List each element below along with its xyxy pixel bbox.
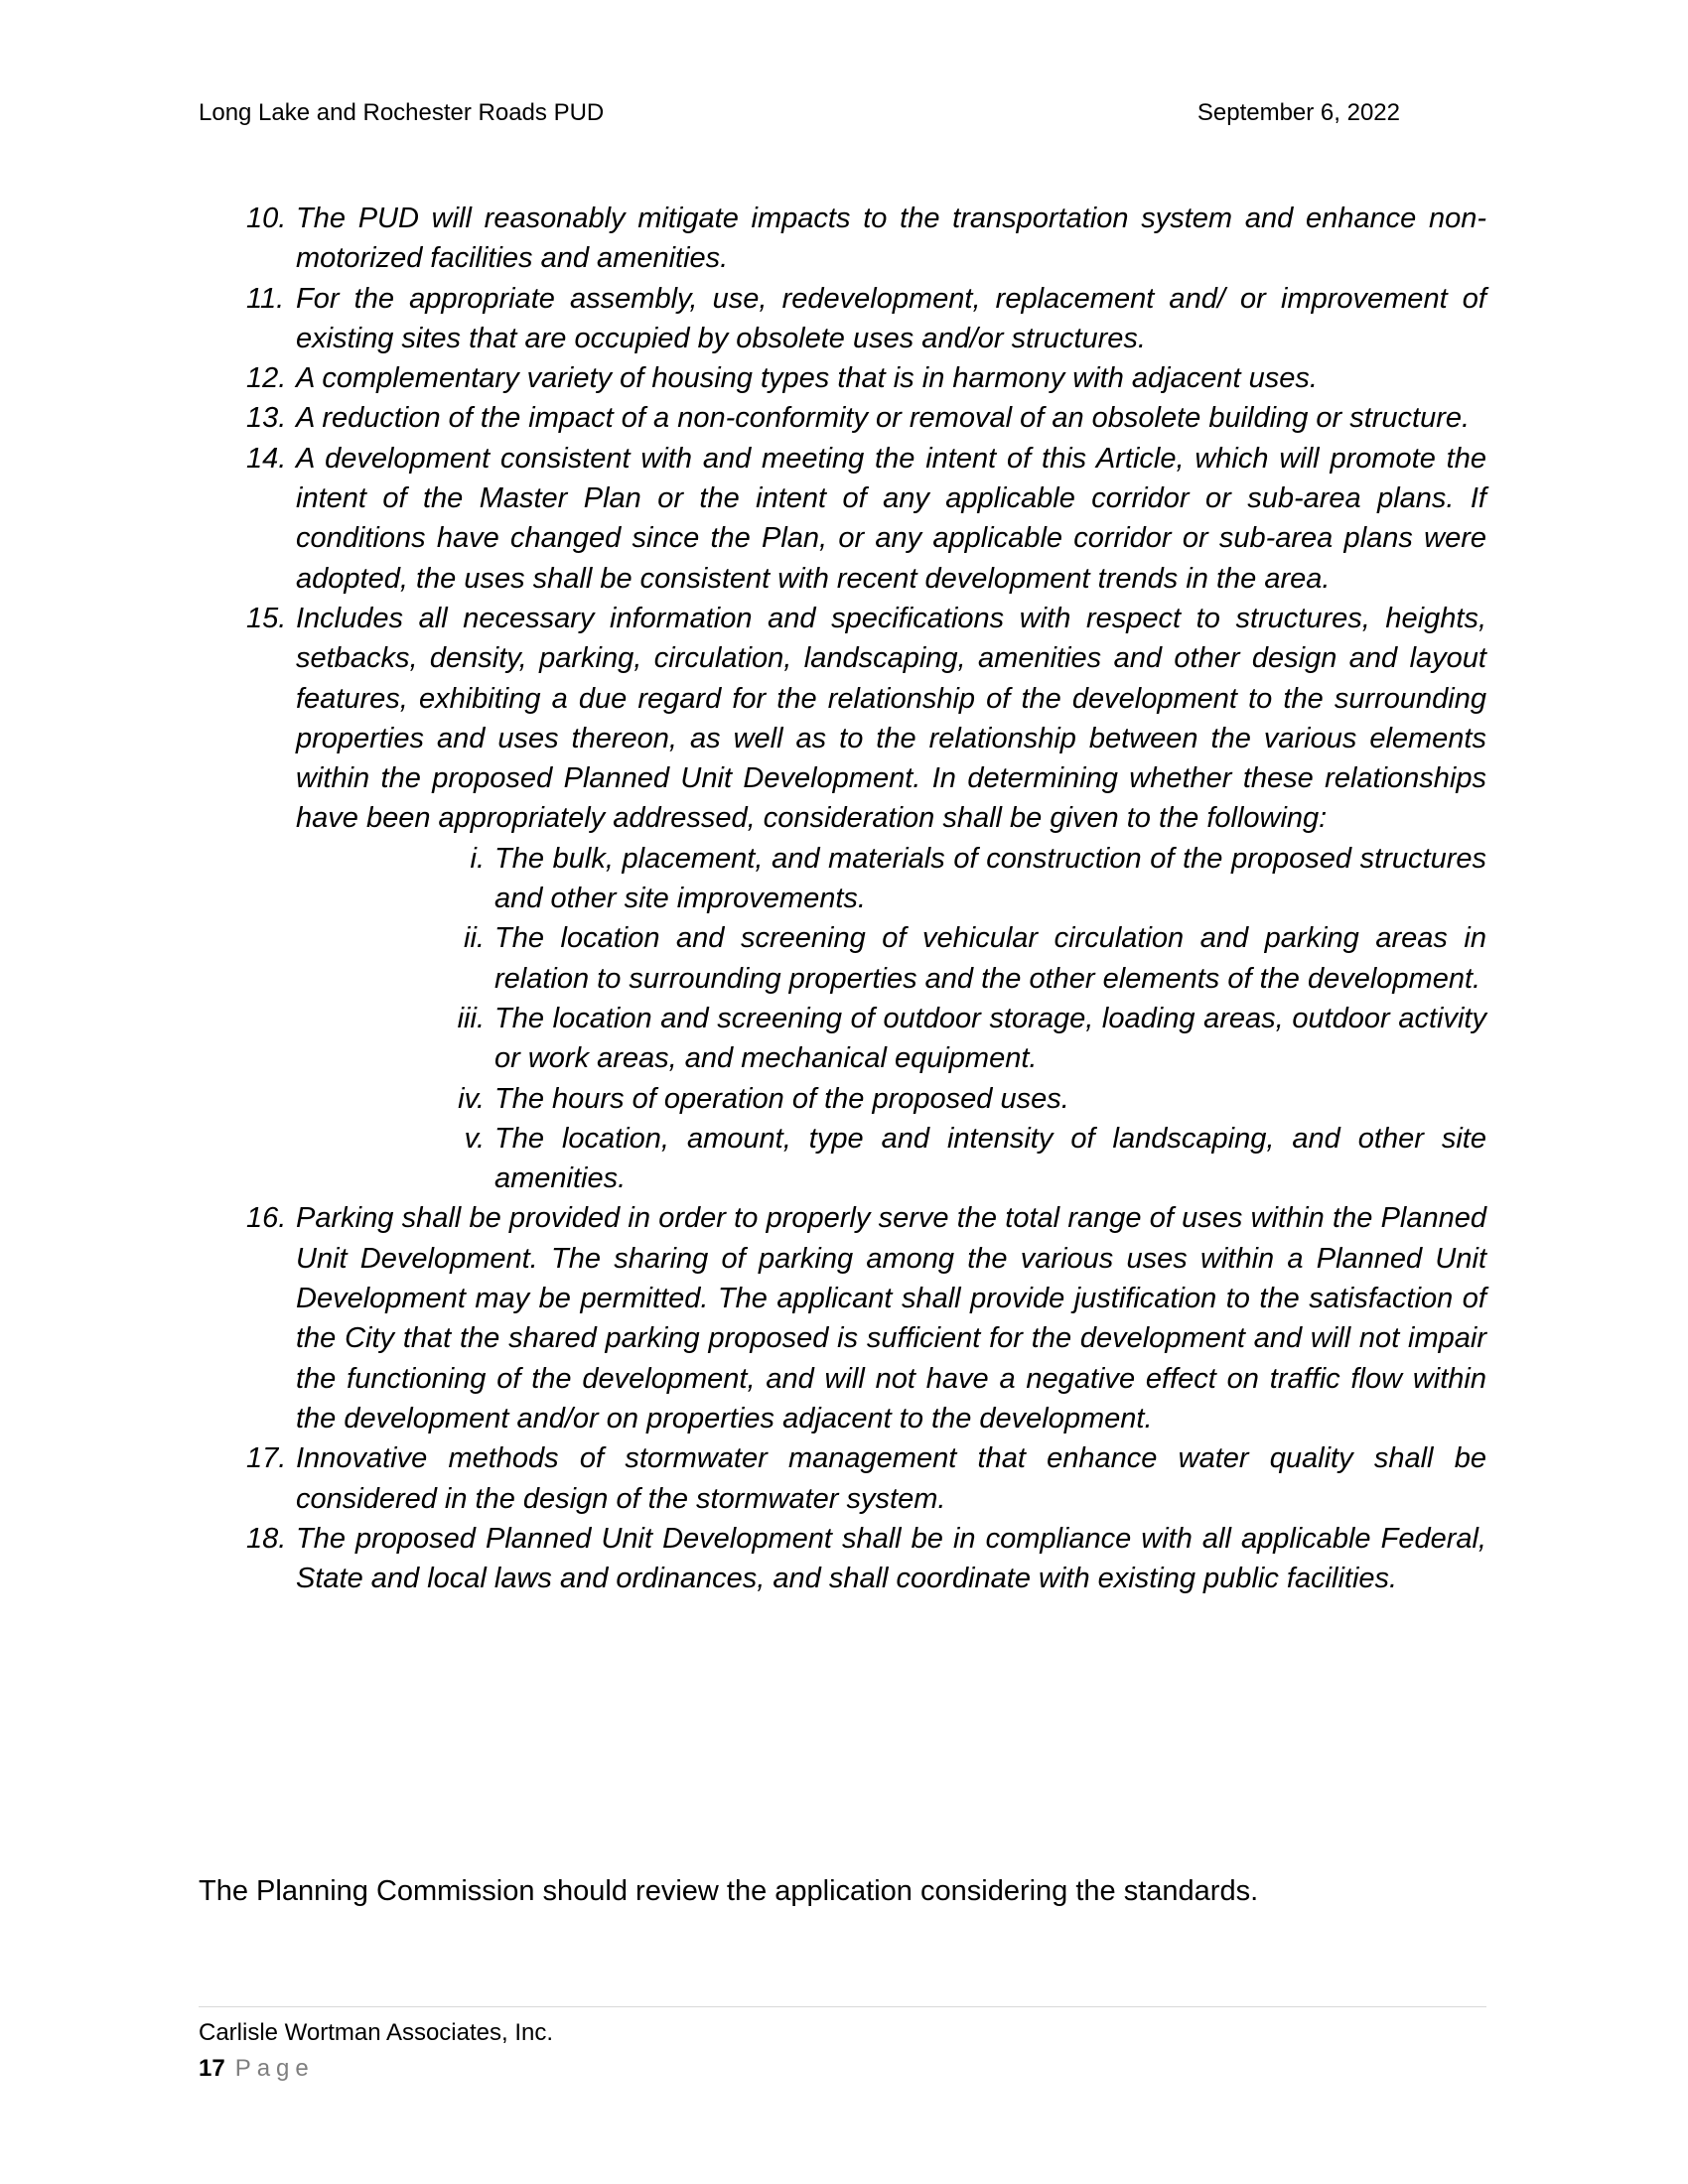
page-label: Page: [234, 2055, 315, 2082]
item-text: Parking shall be provided in order to properly serve the total range of uses within the Planned Unit Development. The sharing of parking among the various uses within a Planned Unit Development may be permitted. The applicant shall provide justification to the satisfaction of the City that the shared parking proposed is sufficient for the development and will not impair the functioning of the development, and will not have a negative effect on traffic flow within the development and/or on properties adjacent to the development.: [296, 1202, 1486, 1434]
list-item: [246, 439, 1486, 599]
sublist-item: [464, 918, 1486, 999]
item-number: 12.: [246, 362, 287, 395]
page-indicator: [199, 2051, 553, 2087]
subitem-number: ii.: [464, 922, 485, 955]
item-text: A complementary variety of housing types that is in harmony with adjacent uses.: [296, 362, 1318, 395]
item-number: 16.: [246, 1202, 287, 1235]
document-title: Long Lake and Rochester Roads PUD: [199, 99, 605, 126]
list-item: [246, 398, 1486, 438]
footer-divider: [199, 2006, 1486, 2007]
item-number: 18.: [246, 1522, 287, 1555]
subitem-text: The location and screening of outdoor storage, loading areas, outdoor activity or work areas, and mechanical equipment.: [494, 1002, 1486, 1075]
document-date: September 6, 2022: [1196, 99, 1400, 126]
item-text: The proposed Planned Unit Development shall be in compliance with all applicable Federal, State and local laws and ordinances, and shall coordinate with existing public facilities.: [296, 1522, 1486, 1595]
list-item: [246, 1198, 1486, 1438]
subitem-number: iv.: [458, 1082, 485, 1115]
item-number: 10.: [246, 203, 287, 234]
sublist-item: [464, 1119, 1486, 1199]
subitem-number: i.: [470, 842, 485, 875]
subitem-number: v.: [464, 1122, 485, 1155]
closing-paragraph: The Planning Commission should review the application considering the standards.: [199, 1875, 1259, 1907]
list-item: [246, 599, 1486, 1198]
list-item: [246, 358, 1486, 398]
standards-list: [246, 199, 1486, 1598]
list-item: [246, 199, 1486, 279]
subitem-number: iii.: [457, 1002, 485, 1034]
item-number: 13.: [246, 402, 287, 435]
item-number: 14.: [246, 442, 287, 475]
company-name: Carlisle Wortman Associates, Inc.: [199, 2019, 554, 2046]
item-text: A development consistent with and meeting the intent of this Article, which will promote the intent of the Master Plan or the intent of any applicable corridor or sub-area plans. If conditions have changed since the Plan, or any applicable corridor or sub-area plans were adopted, the uses shall be consistent with recent development trends in the area.: [296, 442, 1486, 595]
subitem-text: The hours of operation of the proposed uses.: [494, 1082, 1069, 1115]
page-number: 17: [199, 2055, 225, 2082]
item-text: A reduction of the impact of a non-conformity or removal of an obsolete building or structure.: [296, 402, 1471, 435]
subitem-text: The location, amount, type and intensity of landscaping, and other site amenities.: [494, 1122, 1486, 1195]
item-text: Innovative methods of stormwater management that enhance water quality shall be considered in the design of the stormwater system.: [296, 1442, 1486, 1515]
item-number: 15.: [246, 602, 287, 634]
sublist-item: [470, 839, 1486, 919]
item-text: Includes all necessary information and specifications with respect to structures, heights, setbacks, density, parking, circulation, landscaping, amenities and other design and layout features, exhibiting a due regard for the relationship of the development to the surrounding properties and uses thereon, as well as to the relationship between the various elements within the proposed Planned Unit Development. In determining whether these relationships have been appropriately addressed, consideration shall be given to the following:: [296, 602, 1486, 835]
page-footer: [199, 2015, 553, 2087]
considerations-sublist: [296, 839, 1486, 1199]
item-text: The PUD will reasonably mitigate impacts to the transportation system and enhance non-motorized facilities and amenities.: [296, 203, 1486, 275]
page-header: [199, 99, 1400, 139]
subitem-text: The bulk, placement, and materials of construction of the proposed structures and other site improvements.: [494, 842, 1486, 915]
list-item: [246, 1438, 1486, 1519]
item-text: For the appropriate assembly, use, redevelopment, replacement and/ or improvement of existing sites that are occupied by obsolete uses and/or structures.: [296, 282, 1486, 354]
list-item: [246, 279, 1486, 359]
list-item: [246, 1519, 1486, 1599]
subitem-text: The location and screening of vehicular circulation and parking areas in relation to surrounding properties and the other elements of the development.: [494, 922, 1486, 995]
item-number: 11.: [246, 282, 285, 315]
sublist-item: [458, 1079, 1486, 1119]
sublist-item: [457, 999, 1486, 1079]
item-number: 17.: [246, 1442, 287, 1475]
